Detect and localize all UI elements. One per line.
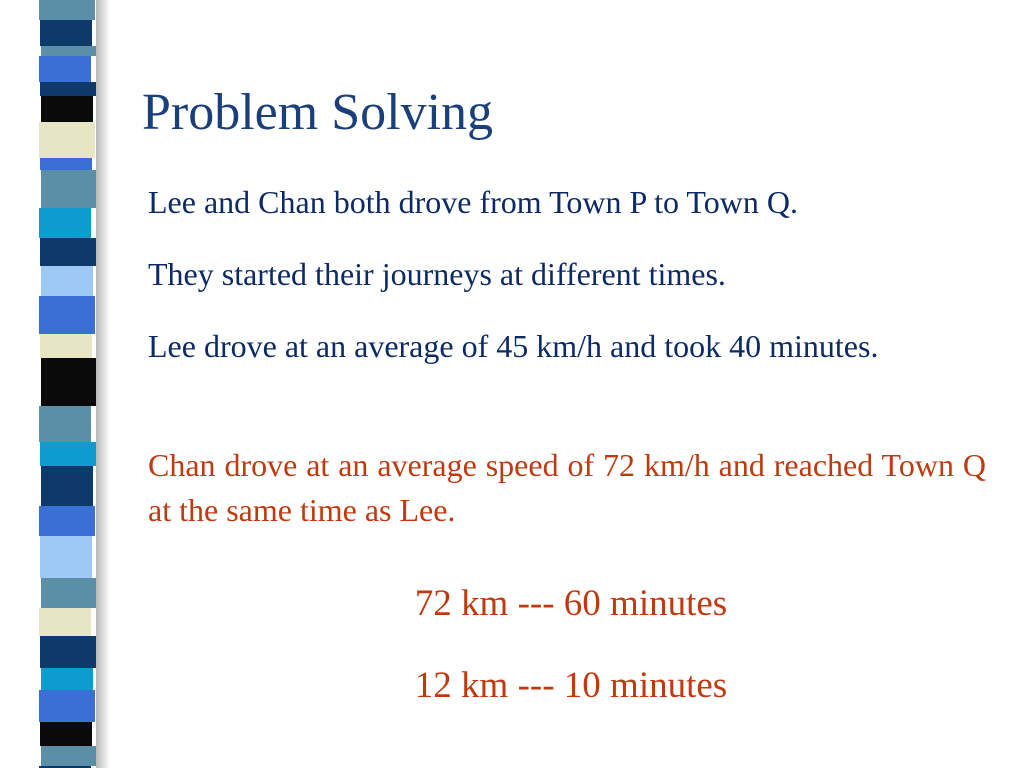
stripe-segment [41,170,97,208]
stripe-segment [40,334,92,358]
stripe-segment [41,746,97,766]
stripe-segment [39,406,91,442]
stripe-segment [41,466,93,506]
paragraph-4: Chan drove at an average speed of 72 km/h and reached Town Q at the same time as Lee. [148,447,986,528]
stripe-segment [41,266,93,296]
stripe-segment [39,122,95,158]
paragraph-2: They started their journeys at different times. [148,256,726,292]
stripe-segment [40,442,96,466]
decorative-stripe-bar [36,0,100,768]
stripe-segment [41,46,97,56]
stripe-segment [40,238,96,266]
stripe-segment [41,358,97,406]
stripe-segment [39,296,95,334]
stripe-segment [40,20,92,46]
calculation-line-2: 12 km --- 10 minutes [414,665,728,706]
stripe-segment [40,158,92,170]
stripe-segment [39,0,95,20]
calculation-line-1: 72 km --- 60 minutes [414,583,728,624]
stripe-segment [40,536,92,578]
stripe-segment [39,56,91,82]
paragraph-3: Lee drove at an average of 45 km/h and took 40 minutes. [148,328,879,364]
stripe-segment [39,208,91,238]
slide-title: Problem Solving [142,84,494,141]
stripe-segment [41,96,93,122]
paragraph-1: Lee and Chan both drove from Town P to Town Q. [148,184,798,220]
stripe-bar-shadow [96,0,110,768]
stripe-segment [40,82,96,96]
stripe-segment [39,506,95,536]
stripe-segment [40,722,92,746]
